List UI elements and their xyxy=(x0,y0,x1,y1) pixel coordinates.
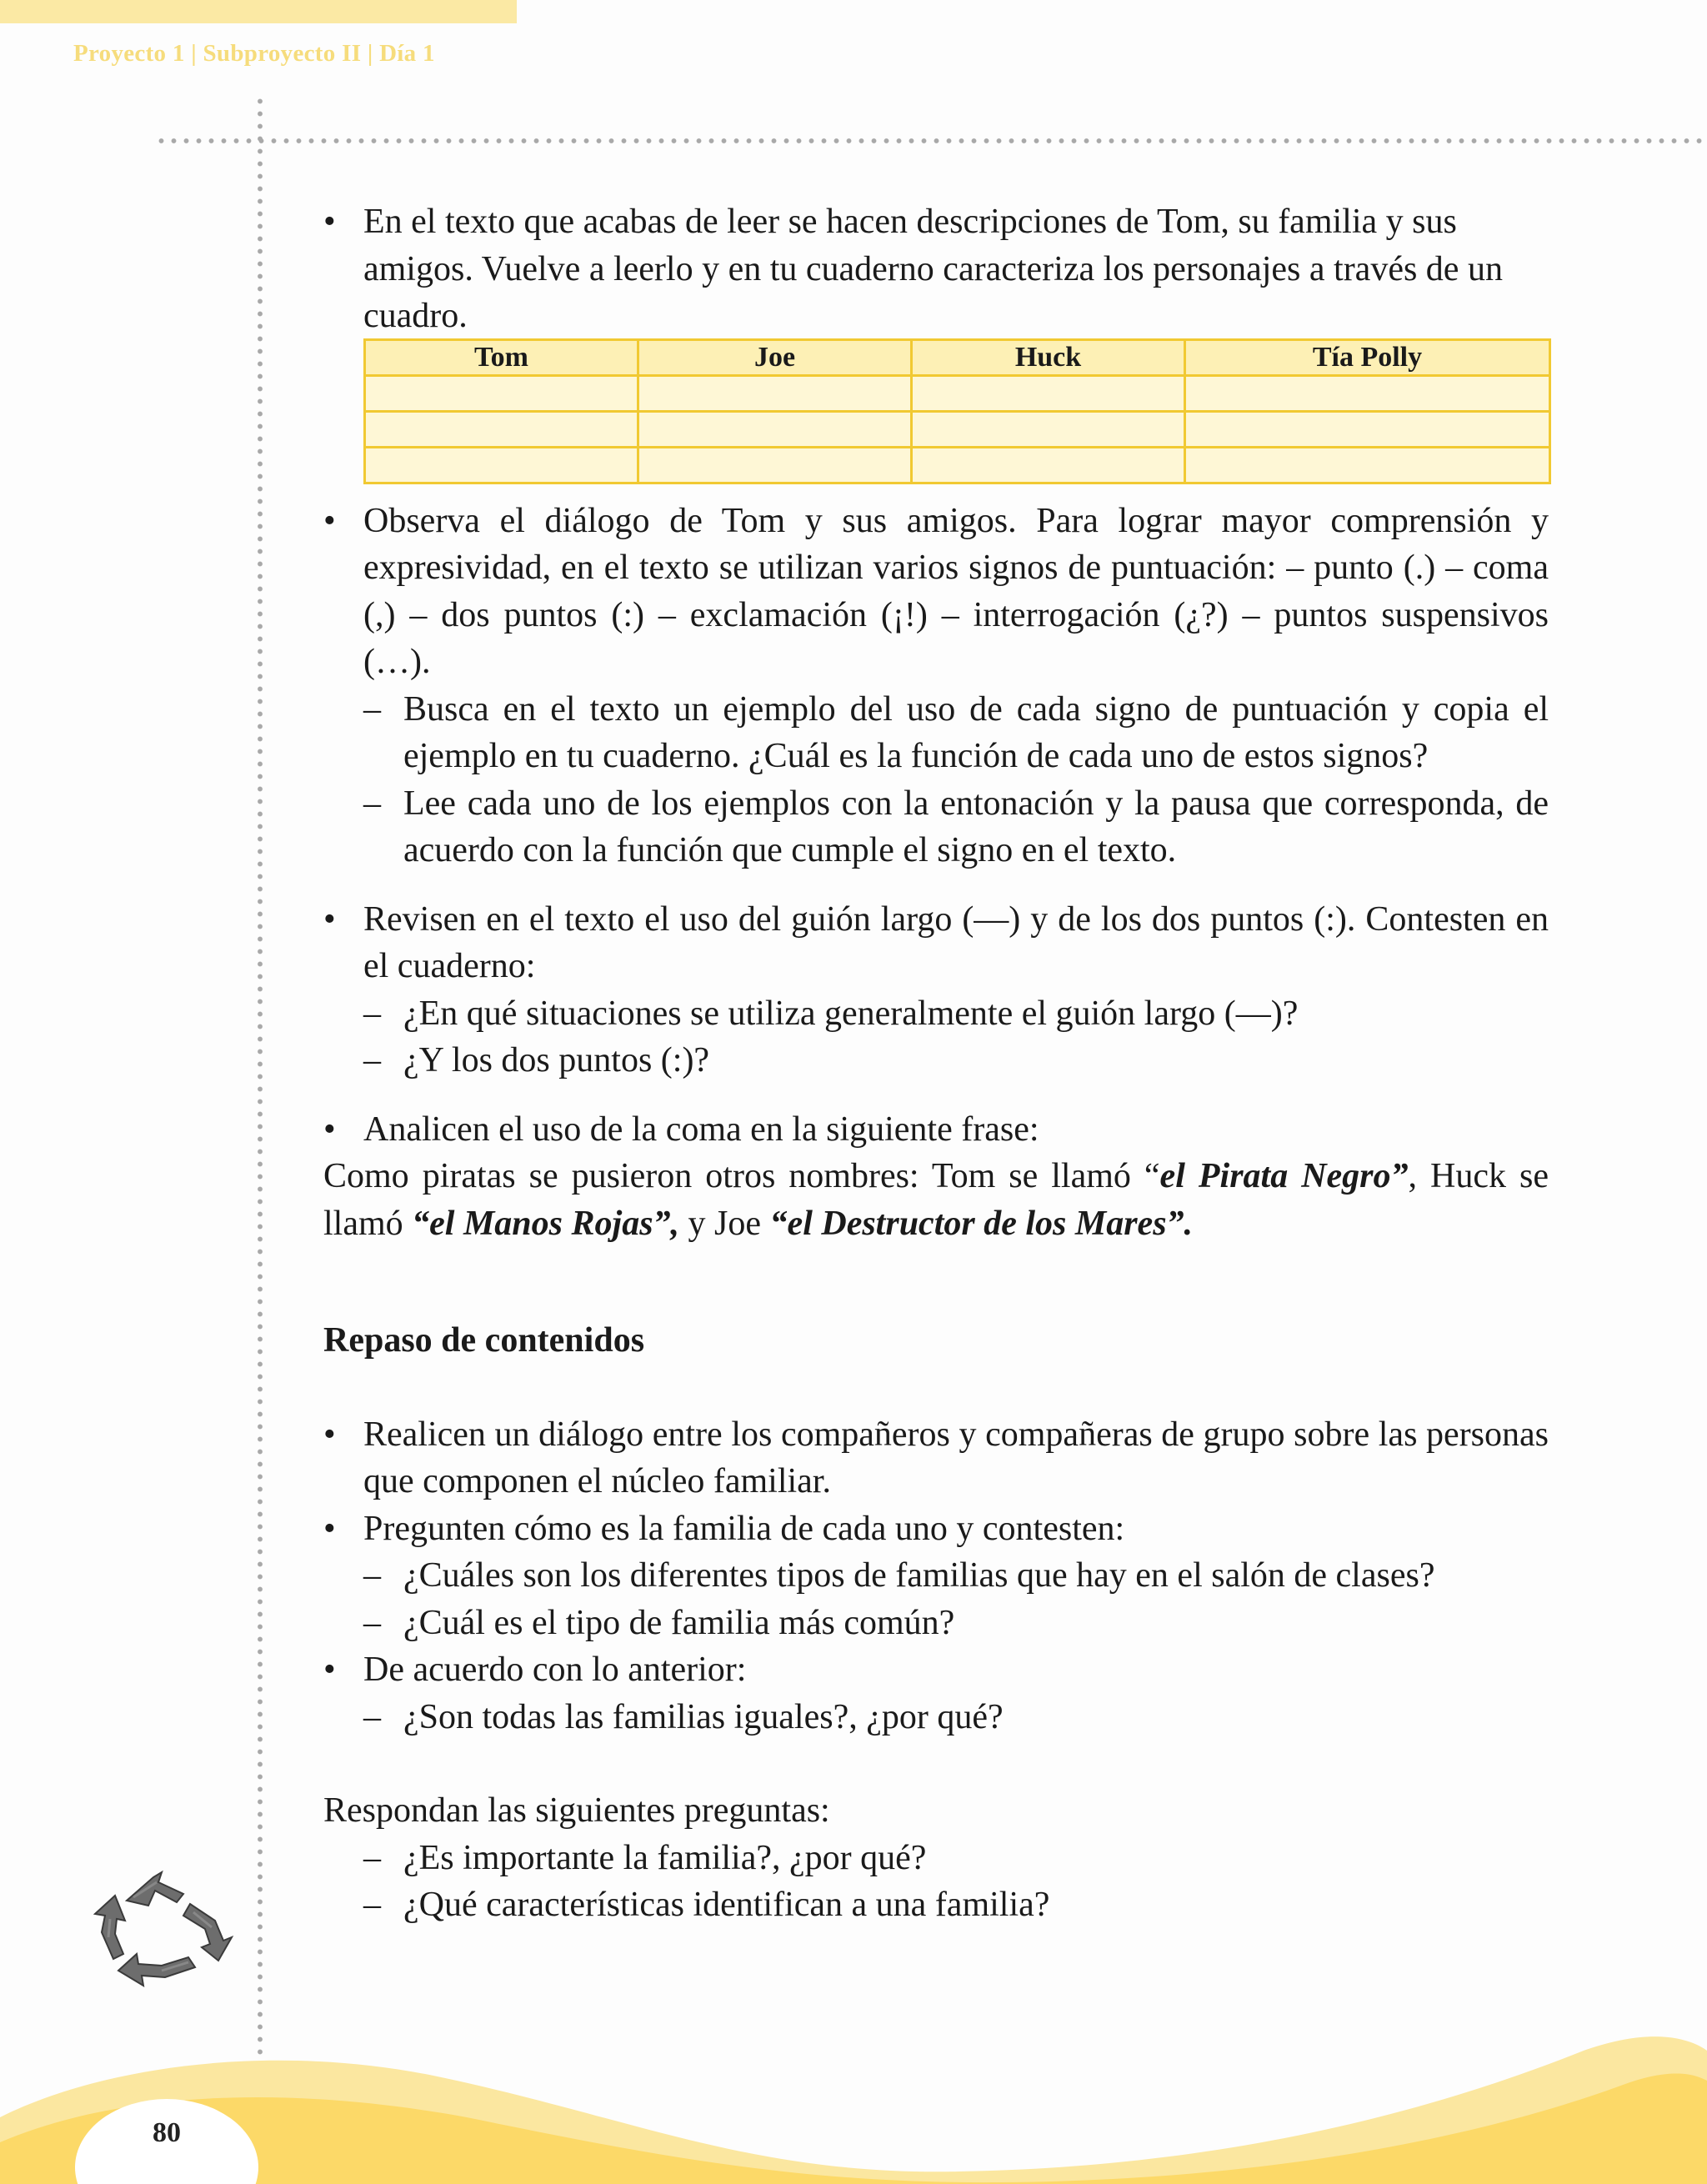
sentence-emphasis: el Pirata Negro” xyxy=(1159,1157,1409,1195)
bullet-item: • Pregunten cómo es la familia de cada uno y contesten: xyxy=(323,1505,1549,1553)
sentence-emphasis: “el Destructor de los Mares”. xyxy=(769,1204,1194,1243)
bullet-item: • Realicen un diálogo entre los compañeros y compañeras de grupo sobre las personas que componen el núcleo familiar. xyxy=(323,1411,1549,1505)
bullet-item: • Revisen en el texto el uso del guión largo (—) y de los dos puntos (:). Contesten en el cuaderno: xyxy=(323,896,1549,990)
recycle-arrows-icon xyxy=(90,1861,237,1994)
table-cell xyxy=(365,375,638,411)
character-table xyxy=(363,338,1551,484)
page-content xyxy=(323,198,1549,1929)
table-cell xyxy=(638,375,912,411)
table-cell xyxy=(912,411,1185,447)
table-row xyxy=(365,375,1550,411)
page-header: Proyecto 1 | Subproyecto II | Día 1 xyxy=(73,40,435,67)
dotted-divider-vertical xyxy=(258,95,263,2062)
top-color-bar xyxy=(0,0,517,23)
sub-item: – Lee cada uno de los ejemplos con la entonación y la pausa que corresponda, de acuerdo con la función que cumple el signo en el texto. xyxy=(323,780,1549,874)
sub-item: – ¿Qué características identifican a una familia? xyxy=(323,1881,1549,1929)
sub-item: – ¿En qué situaciones se utiliza generalmente el guión largo (—)? xyxy=(323,990,1549,1038)
table-cell xyxy=(365,447,638,483)
sub-item: – Busca en el texto un ejemplo del uso de cada signo de puntuación y copia el ejemplo en tu cuaderno. ¿Cuál es la función de cada uno de estos signos? xyxy=(323,686,1549,780)
table-row xyxy=(365,411,1550,447)
sentence-text: Como piratas se pusieron otros nombres: Tom se llamó “ xyxy=(323,1157,1160,1195)
section-title: Repaso de contenidos xyxy=(323,1321,645,1360)
bullet-item: • Analicen el uso de la coma en la siguiente frase: xyxy=(323,1106,1549,1154)
table-cell xyxy=(1185,411,1550,447)
table-cell xyxy=(638,411,912,447)
column-header-huck: Huck xyxy=(912,339,1185,375)
table-cell xyxy=(1185,447,1550,483)
sentence-text: y Joe xyxy=(679,1204,770,1243)
table-cell xyxy=(912,375,1185,411)
table-cell xyxy=(912,447,1185,483)
sentence-emphasis: “el Manos Rojas”, xyxy=(412,1204,680,1243)
column-header-joe: Joe xyxy=(638,339,912,375)
table-row xyxy=(365,447,1550,483)
example-sentence xyxy=(323,1153,1549,1247)
bullet-item: • En el texto que acabas de leer se hacen descripciones de Tom, su familia y sus amigos. Vuelve a leerlo y en tu cuaderno caracteriza los personajes a través de un cuadro. xyxy=(323,198,1549,340)
page-number: 80 xyxy=(153,2117,181,2148)
sub-item: – ¿Es importante la familia?, ¿por qué? xyxy=(323,1835,1549,1882)
sub-item: – ¿Cuáles son los diferentes tipos de familias que hay en el salón de clases? xyxy=(323,1552,1549,1600)
sentence-text: , Huck se llamó xyxy=(323,1157,1549,1243)
yellow-wave-decoration xyxy=(0,2017,1707,2184)
sub-item: – ¿Cuál es el tipo de familia más común? xyxy=(323,1600,1549,1647)
sub-item: – ¿Y los dos puntos (:)? xyxy=(323,1037,1549,1084)
table-cell xyxy=(365,411,638,447)
table-header-row xyxy=(365,339,1550,375)
bullet-item: • Observa el diálogo de Tom y sus amigos. Para lograr mayor comprensión y expresividad, en el texto se utilizan varios signos de puntuación: – punto (.) – coma (,) – dos puntos (:) – exclamación (¡!) – interrogación (¿?) – puntos suspensivos (…). xyxy=(323,498,1549,686)
column-header-tom: Tom xyxy=(365,339,638,375)
table-cell xyxy=(1185,375,1550,411)
respond-intro: Respondan las siguientes preguntas: xyxy=(323,1791,830,1830)
dotted-divider-horizontal xyxy=(155,138,1707,143)
table-cell xyxy=(638,447,912,483)
column-header-tia-polly: Tía Polly xyxy=(1185,339,1550,375)
sub-item: – ¿Son todas las familias iguales?, ¿por qué? xyxy=(323,1694,1549,1741)
bullet-item: • De acuerdo con lo anterior: xyxy=(323,1646,1549,1694)
